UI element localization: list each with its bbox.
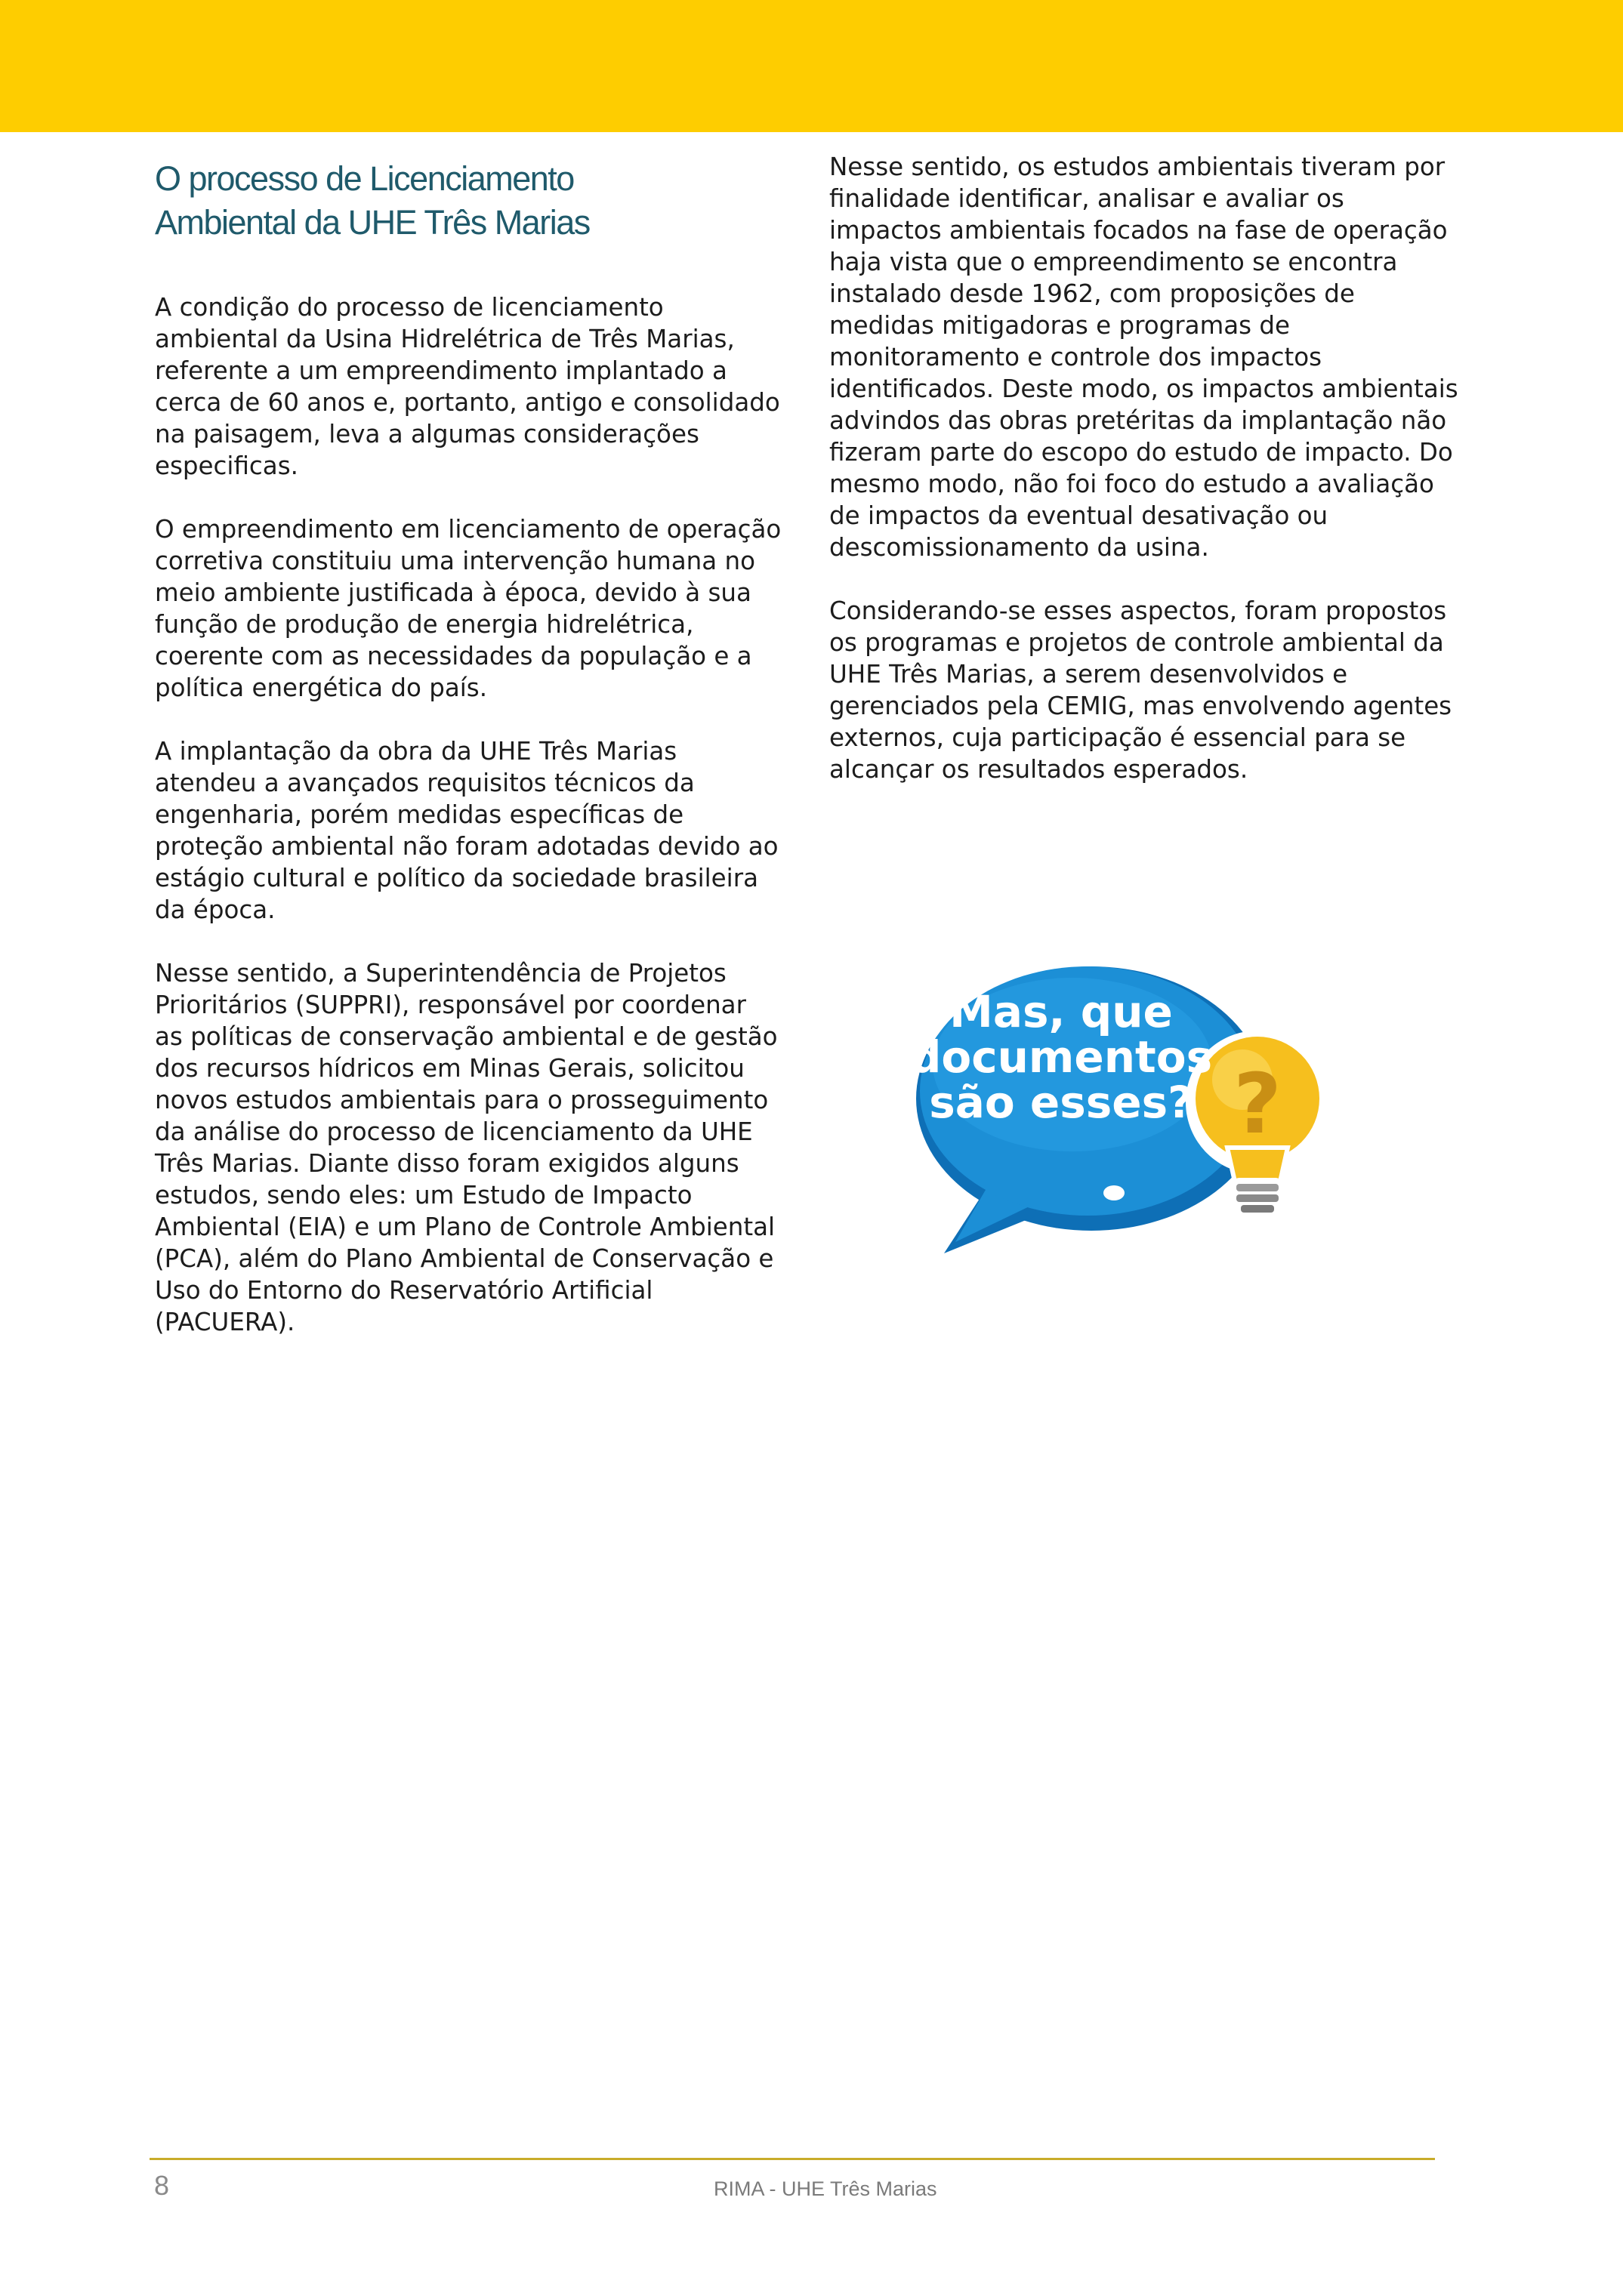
left-paragraph-1: A condição do processo de licenciamento ambiental da Usina Hidrelétrica de Três Marias, referente a um empreendimento implantado a cerca de 60 anos e, portanto, antigo e consolidado na paisagem, leva a algumas considerações especificas. — [155, 293, 780, 480]
bubble-text-line-3: são esses? — [929, 1077, 1193, 1128]
bubble-sparkle-shape — [1103, 1185, 1125, 1200]
top-color-band — [0, 0, 1623, 132]
bubble-text-line-1: Mas, que — [949, 986, 1173, 1037]
bubble-text-line-2: documentos — [909, 1031, 1213, 1083]
right-paragraph-1: Nesse sentido, os estudos ambientais tiveram por finalidade identificar, analisar e avaliar os impactos ambientais focados na fase de operação haja vista que o empreendimento se encontra instalado desde 1962, com proposições de medidas mitigadoras e programas de monitoramento e controle dos impactos identificados. Deste modo, os impactos ambientais advindos das obras pretéritas da implantação não fizeram parte do escopo do estudo de impacto. Do mesmo modo, não foi foco do estudo a avaliação de impactos da eventual desativação ou descomissionamento da usina. — [829, 153, 1458, 562]
section-title-line-1: O processo de Licenciamento — [155, 159, 574, 198]
left-paragraph-4: Nesse sentido, a Superintendência de Projetos Prioritários (SUPPRI), responsável por coordenar as políticas de conservação ambiental e de gestão dos recursos hídricos em Minas Gerais, solicitou novos estudos ambientais para o prosseguimento da análise do processo de licenciamento da UHE Três Marias. Diante disso foram exigidos alguns estudos, sendo eles: um Estudo de Impacto Ambiental (EIA) e um Plano de Controle Ambiental (PCA), além do Plano Ambiental de Conservação e Uso do Entorno do Reservatório Artificial (PACUERA). — [155, 959, 778, 1336]
right-column — [829, 151, 1464, 817]
left-column — [155, 151, 782, 1370]
footer-document-title: RIMA - UHE Três Marias — [714, 2177, 937, 2200]
speech-bubble-icon — [903, 929, 1371, 1261]
section-title-line-2: Ambiental da UHE Três Marias — [155, 203, 590, 242]
page-number: 8 — [154, 2170, 170, 2201]
question-mark-glyph: ? — [1233, 1056, 1282, 1152]
left-paragraph-2: O empreendimento em licenciamento de operação corretiva constituiu uma intervenção humana no meio ambiente justificada à época, devido à sua função de produção de energia hidrelétrica, coerente com as necessidades da população e a política energética do país. — [155, 515, 782, 702]
section-title — [155, 151, 782, 245]
question-bubble-illustration — [903, 929, 1371, 1261]
left-paragraph-3: A implantação da obra da UHE Três Marias atendeu a avançados requisitos técnicos da engenharia, porém medidas específicas de proteção ambiental não foram adotadas devido ao estágio cultural e político da sociedade brasileira da época. — [155, 737, 779, 924]
right-paragraph-2: Considerando-se esses aspectos, foram propostos os programas e projetos de controle ambiental da UHE Três Marias, a serem desenvolvidos e gerenciados pela CEMIG, mas envolvendo agentes externos, cuja participação é essencial para se alcançar os resultados esperados. — [829, 596, 1452, 784]
footer-divider — [150, 2158, 1435, 2160]
